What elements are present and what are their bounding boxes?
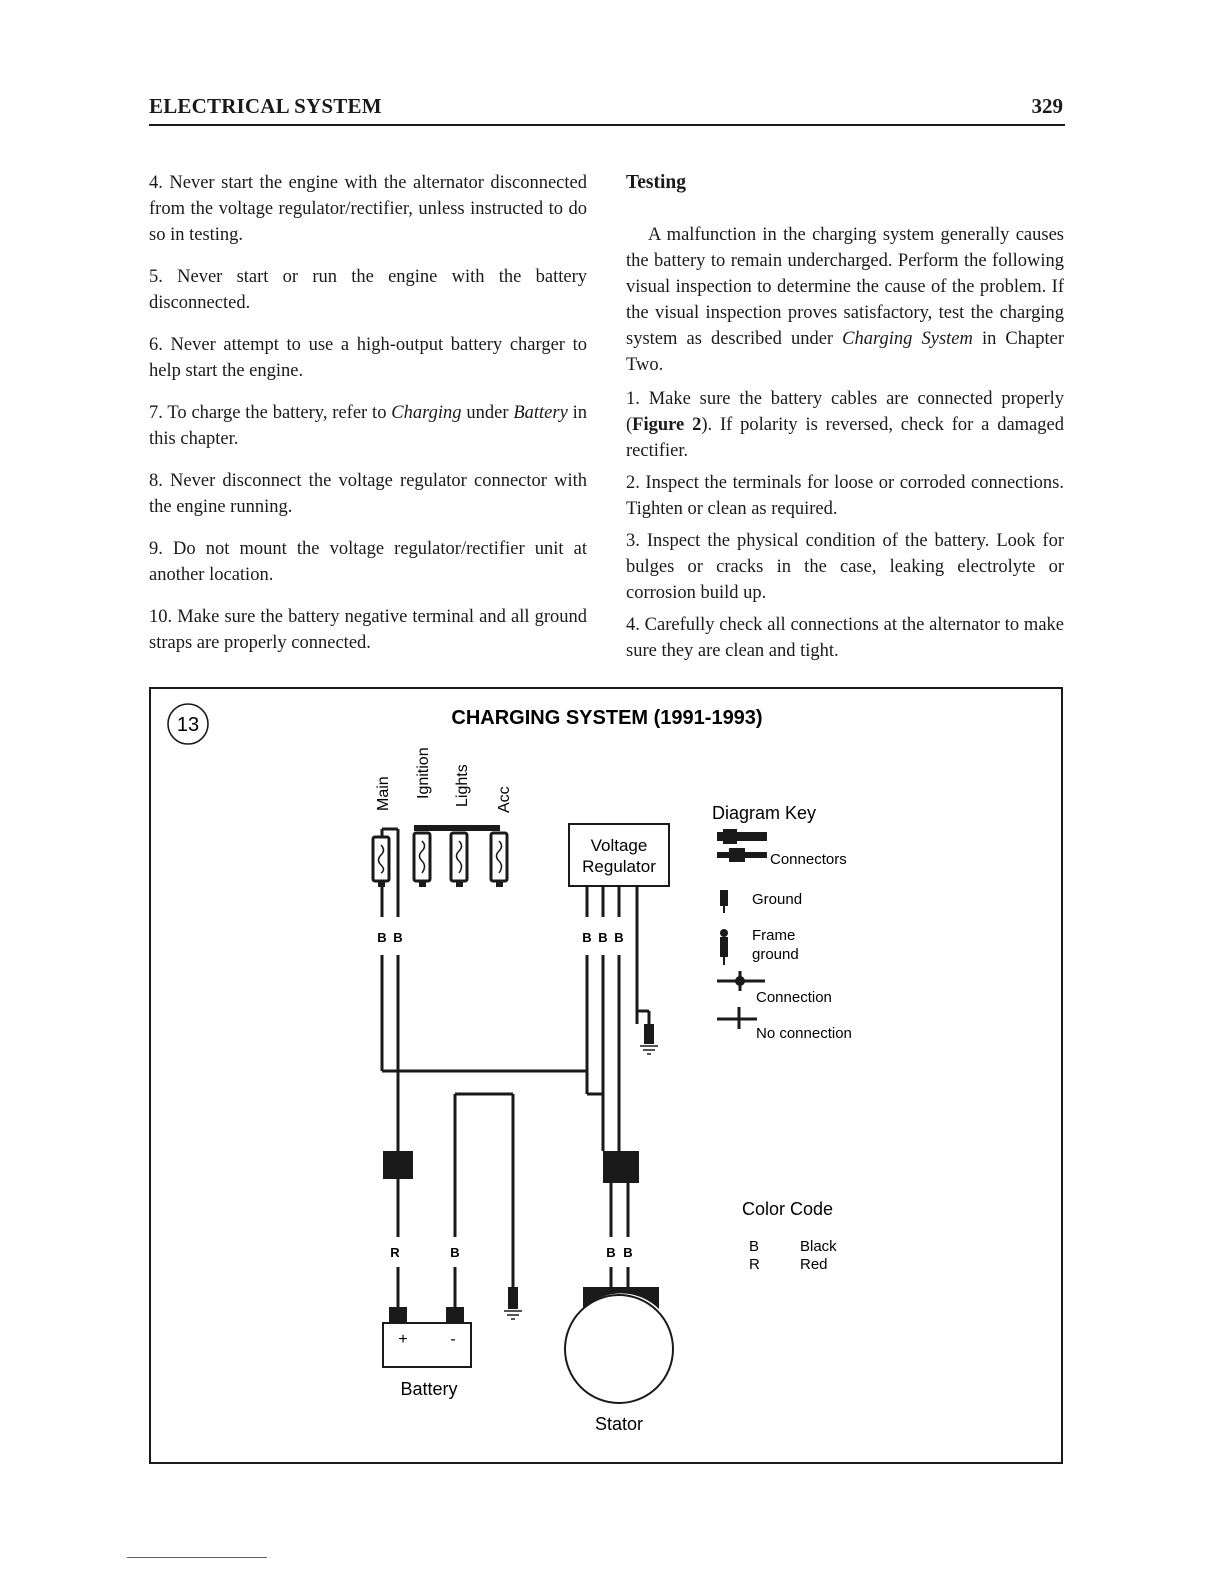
precaution-9: 9. Do not mount the voltage regulator/rectifier unit at another location. [149,539,587,585]
stator-connector [603,1151,639,1183]
regulator-label-1: Voltage [590,836,648,855]
wire-code-stator1: B [606,1245,616,1260]
fuse-label-acc: Acc [496,786,513,813]
fuse-lights [451,833,467,887]
precaution-5: 5. Never start or run the engine with the battery disconnected. [149,267,587,313]
precaution-4: 4. Never start the engine with the alternator disconnected from the voltage regulator/rectifier, unless instructed to do so in testing. [149,173,587,245]
battery-label: Battery [400,1379,458,1399]
fuse-label-main: Main [375,776,392,811]
wire-code-ignition: B [393,930,403,945]
key-frame-label: Frame [752,927,796,944]
testing-intro-after: in Chapter Two. [626,329,1064,375]
color-code-r: R [749,1256,760,1273]
page-number: 329 [1031,94,1063,118]
wire-code-main: B [377,930,387,945]
precaution-7-mid: under [461,403,514,423]
fuse-bus-bar [414,825,500,831]
regulator-ground [637,1011,658,1054]
fuse-label-lights: Lights [454,764,471,807]
precaution-7 [149,400,587,452]
test-step-1-before: 1. Make sure the battery cables are connected properly ( [626,389,1064,435]
color-code-title: Color Code [742,1199,834,1219]
stator-label: Stator [594,1414,644,1434]
precaution-10: 10. Make sure the battery negative terminal and all ground straps are properly connected. [149,607,587,653]
test-step-4: 4. Carefully check all connections at the alternator to make sure they are clean and tight. [626,615,1064,661]
figure-title: CHARGING SYSTEM (1991-1993) [451,707,763,729]
color-code-b: B [749,1238,760,1255]
figure-number-badge [168,704,208,744]
fuse-label-ignition: Ignition [415,747,432,799]
fuse-main [373,837,389,887]
charging-ref: Charging [391,403,462,423]
test-step-1 [626,386,1064,464]
test-step-2: 2. Inspect the terminals for loose or corroded connections. Tighten or clean as required. [626,473,1064,519]
battery-frame-ground [504,1287,522,1319]
key-connection-symbol [717,971,765,991]
key-connectors-symbol [717,829,767,862]
diagram-key-title: Diagram Key [712,803,817,823]
key-no-connection-label: No connection [756,1025,852,1042]
battery-connector [383,1151,413,1179]
wire-code-reg1: B [582,930,592,945]
key-ground-label: Ground [752,891,803,908]
fuse-ignition [414,833,430,887]
wire-code-reg3: B [614,930,624,945]
key-ground-symbol [720,890,728,913]
page-header [149,92,1065,126]
precaution-8: 8. Never disconnect the voltage regulator connector with the engine running. [149,471,587,517]
testing-heading: Testing [626,172,686,193]
voltage-regulator [569,824,669,886]
key-no-connection-symbol [717,1007,757,1029]
wire-code-bat-neg: B [450,1245,460,1260]
right-column [626,170,1064,670]
section-title: ELECTRICAL SYSTEM [149,94,382,118]
battery-plus: + [398,1331,408,1348]
color-code-red: Red [800,1256,828,1273]
battery-ref: Battery [513,403,568,423]
charging-system-ref: Charging System [842,329,973,349]
key-frame-ground-symbol [720,929,728,965]
precaution-6: 6. Never attempt to use a high-output battery charger to help start the engine. [149,335,587,381]
battery-minus: - [450,1331,456,1348]
key-connectors-label: Connectors [770,851,847,868]
wire-code-stator2: B [623,1245,633,1260]
precaution-7-suffix: in this chapter. [149,403,588,449]
stator [565,1287,673,1403]
test-step-3: 3. Inspect the physical condition of the battery. Look for bulges or cracks in the case, leaking electrolyte or corrosion build up. [626,531,1064,603]
precaution-7-prefix: 7. To charge the battery, refer to [149,403,392,423]
left-column [149,170,587,672]
test-step-1-after: ). If polarity is reversed, check for a damaged rectifier. [626,415,1064,461]
wire-code-bat-pos: R [390,1245,400,1260]
testing-intro [626,222,1064,378]
key-frame-ground-label: ground [752,946,799,963]
wire-code-reg2: B [598,930,608,945]
regulator-label-2: Regulator [582,857,656,876]
testing-intro-before: A malfunction in the charging system generally causes the battery to remain undercharged. Perform the following visual inspection to determine the cause of the problem. If the visual inspection proves satisfactory, test the charging system as described under [626,225,1064,349]
key-connection-label: Connection [756,989,832,1006]
color-code-black: Black [800,1238,837,1255]
footer-rule [127,1557,267,1558]
charging-system-figure [149,687,1063,1464]
figure-2-ref: Figure 2 [632,415,702,435]
battery [383,1307,471,1367]
fuse-acc [491,833,507,887]
figure-number: 13 [176,714,200,736]
wiring-diagram [151,689,1065,1466]
